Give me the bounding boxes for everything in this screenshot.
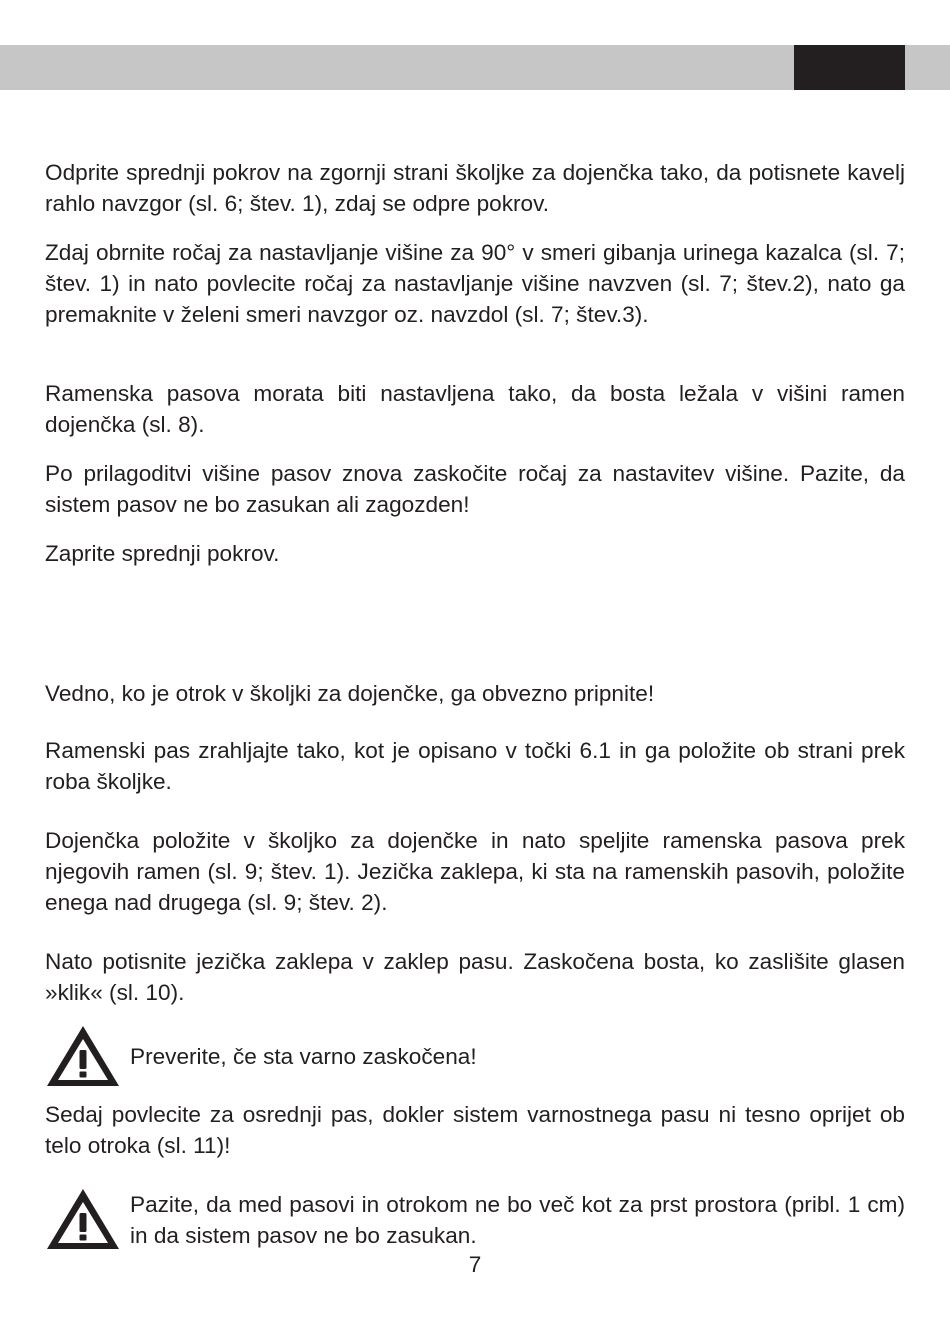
paragraph-shoulder-straps: Ramenska pasova morata biti nastavljena tako, da bosta ležala v višini ramen dojenčka (sl. 8). (45, 381, 905, 437)
paragraph-close-cover: Zaprite sprednji pokrov. (45, 541, 280, 566)
paragraph-loosen-strap: Ramenski pas zrahljajte tako, kot je opisano v točki 6.1 in ga položite ob strani prek roba školjke. (45, 738, 905, 794)
paragraph-lock-handle: Po prilagoditvi višine pasov znova zaskočite ročaj za nastavitev višine. Pazite, da sistem pasov ne bo zasukan ali zagozden! (45, 461, 905, 517)
warning-text-finger-space: Pazite, da med pasovi in otrokom ne bo več kot za prst prostora (pribl. 1 cm) in da sistem pasov ne bo zasukan. (130, 1192, 905, 1248)
paragraph-pull-central-strap: Sedaj povlecite za osrednji pas, dokler sistem varnostnega pasu ni tesno oprijet ob telo otroka (sl. 11)! (45, 1102, 905, 1158)
warning-triangle-icon (45, 1187, 121, 1251)
paragraph-place-baby: Dojenčka položite v školjko za dojenčke in nato speljite ramenska pasova prek njegovih ramen (sl. 9; štev. 1). Jezička zaklepa, ki sta na ramenskih pasovih, položite enega nad drugega (sl. 9; štev. 2). (45, 828, 905, 915)
paragraph-height-adjust: Zdaj obrnite ročaj za nastavljanje višine za 90° v smeri gibanja urinega kazalca (sl. 7; štev. 1) in nato povlecite ročaj za nastavljanje višine navzven (sl. 7; štev.2), nato ga premaknite v želeni smeri navzgor oz. navzdol (sl. 7; štev.3). (45, 240, 905, 327)
paragraph-open-cover: Odprite sprednji pokrov na zgornji strani školjke za dojenčka tako, da potisnete kavelj rahlo navzgor (sl. 6; štev. 1), zdaj se odpre pokrov. (45, 160, 905, 216)
paragraph-always-buckle: Vedno, ko je otrok v školjki za dojenčke, ga obvezno pripnite! (45, 681, 655, 706)
warning-text-check-locked: Preverite, če sta varno zaskočena! (130, 1044, 477, 1069)
header-block (794, 45, 905, 90)
paragraph-insert-tongues: Nato potisnite jezička zaklepa v zaklep pasu. Zaskočena bosta, ko zaslišite glasen »klik« (sl. 10). (45, 949, 905, 1005)
page-number: 7 (468, 1252, 482, 1277)
warning-triangle-icon (45, 1024, 121, 1088)
